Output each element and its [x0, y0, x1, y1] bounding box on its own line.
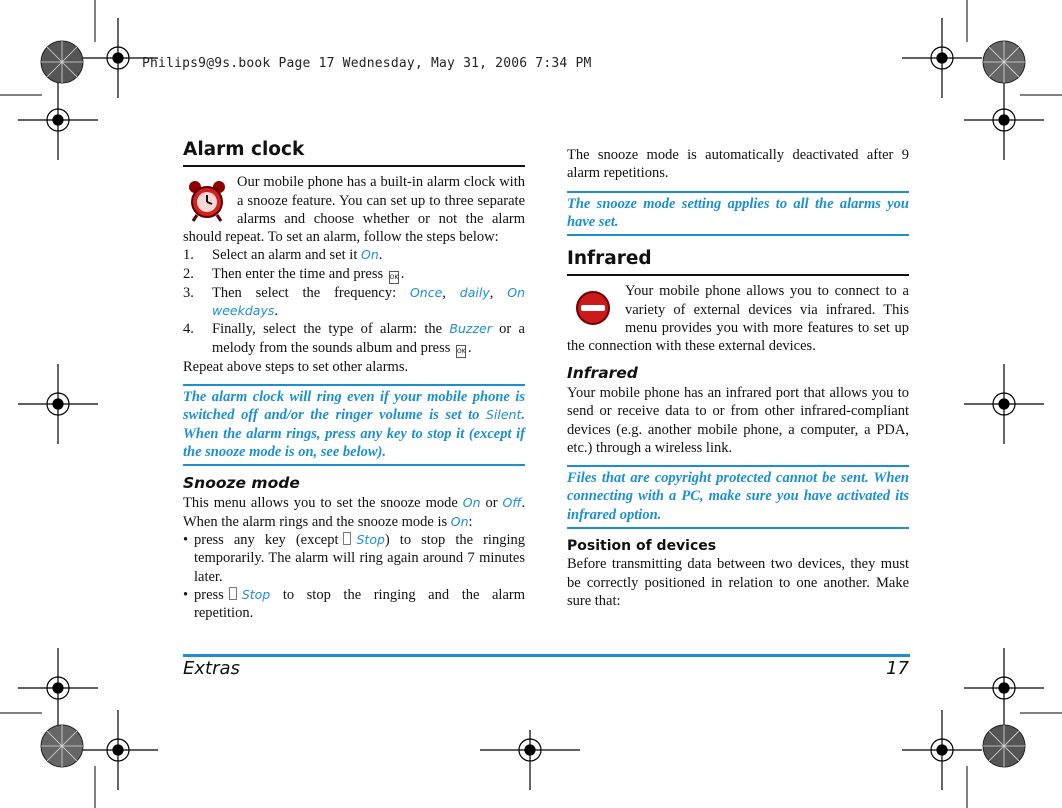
ok-key-icon: OK [456, 345, 466, 358]
list-item: 1. Select an alarm and set it On. [183, 247, 383, 264]
alarm-intro [183, 173, 525, 246]
alarm-steps [183, 246, 525, 357]
snooze-deactivation-text: The snooze mode is automatically deactivated after 9 alarm repetitions. [567, 147, 909, 182]
ok-key-icon: OK [389, 271, 399, 284]
copyright-note: Files that are copyright protected cannot be sent. When connecting with a PC, make sure you have activated its infrared option. [567, 465, 909, 529]
list-item: • press any key (except Stop) to stop the ringing temporarily. The alarm will ring again around 7 minutes later. [183, 532, 525, 585]
alarm-clock-icon [183, 175, 233, 225]
list-item: 3. Then select the frequency: Once, daily, On weekdays. [183, 284, 526, 320]
footer-section-name: Extras [183, 658, 240, 679]
left-column [183, 141, 525, 623]
page-number: 17 [886, 658, 909, 679]
section-title-alarm-clock: Alarm clock [183, 141, 525, 167]
soft-key-icon [229, 587, 237, 600]
infrared-intro [567, 282, 909, 355]
no-entry-icon [567, 284, 619, 334]
list-item: • press Stop to stop the ringing and the alarm repetition. [183, 586, 525, 622]
right-column [567, 146, 909, 610]
keyword-on: On [360, 247, 379, 263]
subsection-title-position: Position of devices [567, 538, 717, 555]
list-item: 2. Then enter the time and press OK . [183, 265, 405, 282]
alarm-note: The alarm clock will ring even if your mobile phone is switched off and/or the ringer volume is set to Silent. When the alarm rings, press any key to stop it (except if the snooze mode is on, see below). [183, 384, 525, 466]
snooze-bullets [183, 531, 525, 622]
snooze-text: This menu allows you to set the snooze mode On or Off. When the alarm rings and the snooze mode is On: [183, 495, 525, 530]
infrared-text: Your mobile phone has an infrared port that allows you to send or receive data to or from other infrared-compliant devices (e.g. another mobile phone, a computer, a PDA, etc.) through a wireless link. [567, 384, 909, 456]
soft-key-icon [343, 532, 351, 545]
alarm-intro-text: Our mobile phone has a built-in alarm clock with a snooze feature. You can set up to three separate alarms and choose whether or not the alarm should repeat. To set an alarm, follow the steps below: [183, 174, 525, 246]
section-title-infrared: Infrared [567, 250, 909, 276]
subsection-title-infrared: Infrared [567, 363, 638, 382]
alarm-repeat-text: Repeat above steps to set other alarms. [183, 358, 409, 375]
footer-rule [183, 654, 910, 657]
list-item: 4. Finally, select the type of alarm: the Buzzer or a melody from the sounds album and press OK . [183, 321, 525, 356]
subsection-title-snooze: Snooze mode [183, 474, 300, 493]
snooze-note: The snooze mode setting applies to all the alarms you have set. [567, 191, 909, 237]
print-header-note: Philips9@9s.book Page 17 Wednesday, May 31, 2006 7:34 PM [142, 56, 592, 71]
infrared-intro-text: Your mobile phone allows you to connect to a variety of external devices via infrared. This menu provides you with more features to set up the connection with these external devices. [567, 283, 909, 355]
position-text: Before transmitting data between two devices, they must be correctly positioned in relation to one another. Make sure that: [567, 556, 909, 609]
